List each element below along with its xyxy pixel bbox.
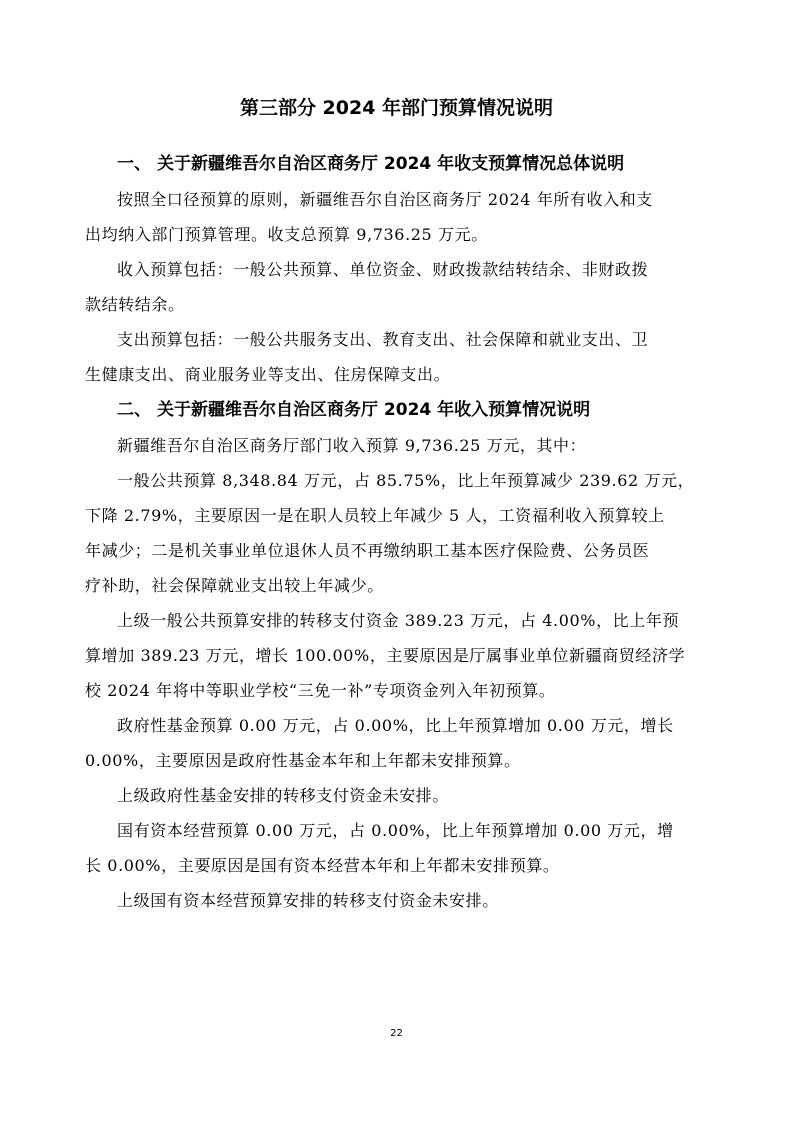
paragraph-line: 上级国有资本经营预算安排的转移支付资金未安排。 <box>117 891 499 910</box>
paragraph <box>85 252 709 322</box>
paragraph <box>117 778 709 813</box>
paragraph-line: 校 2024 年将中等职业学校“三免一补”专项资金列入年初预算。 <box>85 681 556 700</box>
paragraph-line: 生健康支出、商业服务业等支出、住房保障支出。 <box>85 365 451 384</box>
paragraph-line: 一般公共预算 8,348.84 万元，占 85.75%，比上年预算减少 239.62 万元， <box>117 471 695 490</box>
paragraph-line: 上级一般公共预算安排的转移支付资金 389.23 万元，占 4.00%，比上年预 <box>117 611 680 630</box>
page-title: 第三部分 2024 年部门预算情况说明 <box>239 97 554 119</box>
paragraph-line: 支出预算包括：一般公共服务支出、教育支出、社会保障和就业支出、卫 <box>117 330 649 349</box>
page-number: 22 <box>390 1028 403 1039</box>
paragraph-line: 新疆维吾尔自治区商务厅部门收入预算 9,736.25 万元，其中： <box>117 436 587 455</box>
section-number: 一、 <box>117 154 151 174</box>
paragraph-line: 0.00%，主要原因是政府性基金本年和上年都未安排预算。 <box>85 751 521 770</box>
section-number: 二、 <box>117 400 151 420</box>
paragraph-line: 上级政府性基金安排的转移支付资金未安排。 <box>117 786 450 805</box>
paragraph <box>85 708 709 778</box>
paragraph-line: 下降 2.79%，主要原因一是在职人员较上年减少 5 人，工资福利收入预算较上 <box>85 506 665 525</box>
paragraph-line: 出均纳入部门预算管理。收支总预算 9,736.25 万元。 <box>85 225 488 244</box>
paragraph-line: 长 0.00%，主要原因是国有资本经营本年和上年都未安排预算。 <box>85 856 560 875</box>
paragraph <box>85 322 709 392</box>
paragraph-line: 按照全口径预算的原则，新疆维吾尔自治区商务厅 2024 年所有收入和支 <box>117 190 653 209</box>
section-heading-text: 关于新疆维吾尔自治区商务厅 2024 年收支预算情况总体说明 <box>157 154 625 174</box>
paragraph-line: 算增加 389.23 万元，增长 100.00%，主要原因是厅属事业单位新疆商贸经济学 <box>85 646 686 665</box>
paragraph <box>117 883 709 918</box>
section-heading-text: 关于新疆维吾尔自治区商务厅 2024 年收入预算情况说明 <box>157 400 591 420</box>
paragraph-line: 疗补助，社会保障就业支出较上年减少。 <box>85 576 384 595</box>
paragraph-line: 政府性基金预算 0.00 万元，占 0.00%，比上年预算增加 0.00 万元，增长 <box>117 716 674 735</box>
paragraph <box>85 182 709 252</box>
document-body <box>85 146 709 918</box>
paragraph-line: 款结转结余。 <box>85 295 185 314</box>
paragraph-line: 收入预算包括：一般公共预算、单位资金、财政拨款结转结余、非财政拨 <box>117 260 649 279</box>
paragraph-line: 国有资本经营预算 0.00 万元，占 0.00%，比上年预算增加 0.00 万元，增 <box>117 821 674 840</box>
paragraph <box>117 428 709 463</box>
paragraph <box>85 813 709 883</box>
section-heading <box>117 146 709 182</box>
section-heading <box>117 392 709 428</box>
paragraph <box>85 463 709 603</box>
paragraph <box>85 603 709 708</box>
paragraph-line: 年减少；二是机关事业单位退休人员不再缴纳职工基本医疗保险费、公务员医 <box>85 541 650 560</box>
